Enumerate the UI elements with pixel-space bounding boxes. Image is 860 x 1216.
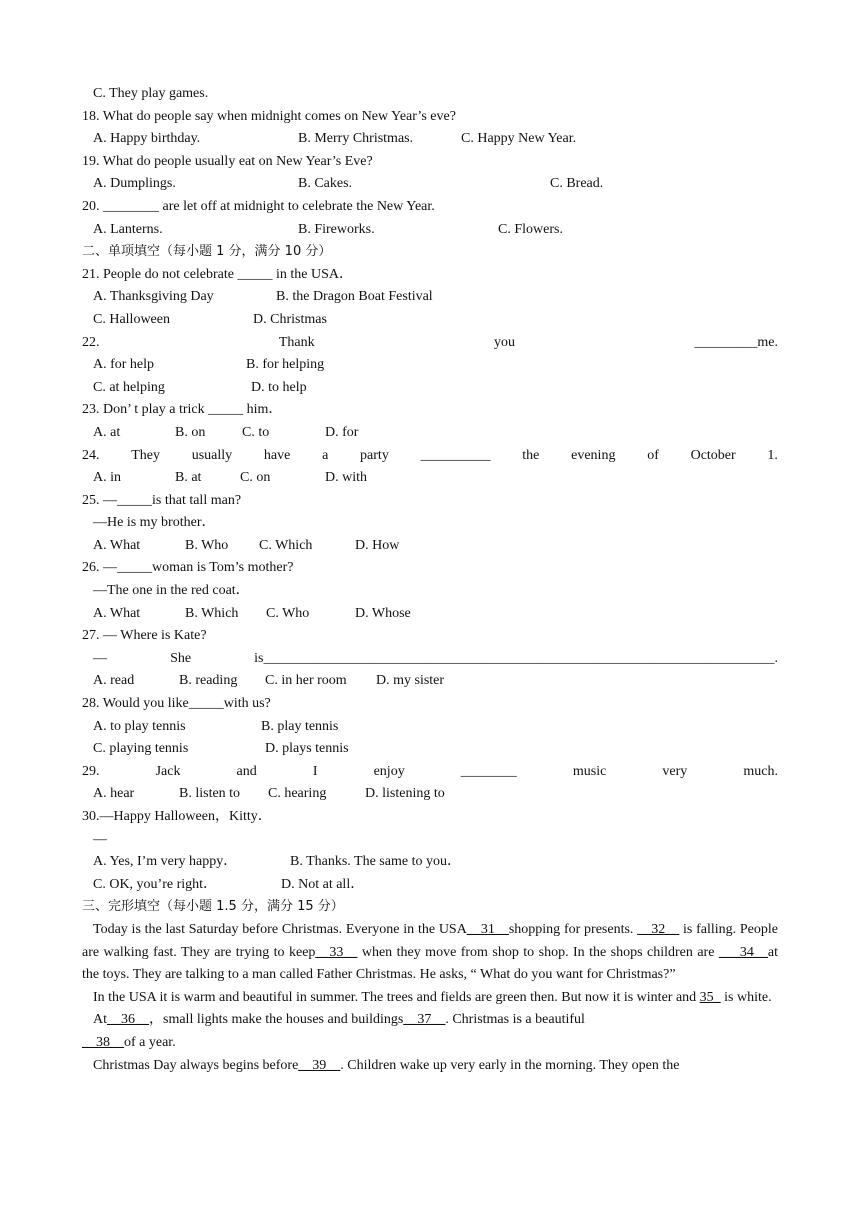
q30-option-a: A. Yes, I’m very happy． (93, 854, 238, 870)
q24-options (82, 467, 778, 490)
q24-word: the (522, 447, 540, 463)
q30-options-ab (82, 851, 778, 874)
q24-word: 1. (767, 447, 778, 463)
q18-options (82, 128, 778, 151)
q22-word: 22. (82, 334, 100, 350)
q29-option-b: B. listen to (179, 786, 241, 802)
cloze-text: shopping for presents. (508, 921, 638, 937)
q21-options-cd (82, 309, 778, 332)
q29-question (82, 761, 778, 784)
cloze-paragraph-4 (82, 1055, 778, 1078)
q22-question (82, 332, 778, 355)
q23-option-d: D. for (325, 424, 359, 440)
q27-question: 27. — Where is Kate? (82, 628, 207, 644)
q27-word: She (170, 650, 192, 666)
cloze-text: In the USA it is warm and beautiful in summer. The trees and fields are green then. But now it is winter and (93, 989, 700, 1005)
cloze-text: . Children wake up very early in the morning. They open the (340, 1057, 680, 1073)
q24-option-d: D. with (325, 470, 367, 486)
cloze-text: ，small lights make the houses and buildings (149, 1012, 404, 1028)
q28-options-ab (82, 716, 778, 739)
q29-option-a: A. hear (93, 786, 135, 802)
q27-option-a: A. read (93, 673, 135, 689)
cloze-text: Christmas Day always begins before (93, 1057, 299, 1073)
q21-option-b: B. the Dragon Boat Festival (276, 289, 433, 305)
q22-word: _________me. (694, 334, 778, 350)
cloze-text: at the toys. They are talking to a man called Father Christmas. He asks, “ What do you want for Christmas?” (82, 944, 778, 983)
q26-option-b: B. Which (185, 605, 239, 621)
q24-word: evening (571, 447, 616, 463)
cloze-blank-36: __36__ (107, 1012, 149, 1028)
q21-option-a: A. Thanksgiving Day (93, 289, 214, 305)
q24-word: October (690, 447, 736, 463)
q30-options-cd (82, 874, 778, 897)
q25-option-d: D. How (355, 537, 400, 553)
q24-word: 24. (82, 447, 100, 463)
q29-option-c: C. hearing (268, 786, 327, 802)
q24-word: of (647, 447, 659, 463)
q20-option-b: B. Fireworks. (298, 221, 375, 237)
q28-options-cd (82, 738, 778, 761)
q30-option-c: C. OK, you’re right． (93, 876, 218, 892)
q25-option-b: B. Who (185, 537, 229, 553)
q30-option-d: D. Not at all． (281, 876, 365, 892)
q28-option-c: C. playing tennis (93, 741, 189, 757)
cloze-text: is white. (720, 989, 772, 1005)
q20-option-a: A. Lanterns. (93, 221, 163, 237)
q19-question: 19. What do people usually eat on New Year’s Eve? (82, 153, 373, 169)
q27-response (82, 648, 778, 671)
q28-option-d: D. plays tennis (265, 741, 349, 757)
q24-option-c: C. on (240, 470, 271, 486)
cloze-blank-34: ___34__ (718, 944, 768, 960)
q29-word: and (236, 763, 257, 779)
q29-word: ________ (460, 763, 517, 779)
q26-question: 26. —_____woman is Tom’s mother? (82, 560, 294, 576)
cloze-text: Today is the last Saturday before Christmas. Everyone in the USA (93, 921, 467, 937)
q18-question: 18. What do people say when midnight comes on New Year’s eve? (82, 108, 456, 124)
q26-option-a: A. What (93, 605, 141, 621)
q26-response: —The one in the red coat． (93, 583, 250, 599)
q22-word: you (494, 334, 516, 350)
q23-option-c: C. to (242, 424, 270, 440)
q20-question: 20. ________ are let off at midnight to celebrate the New Year. (82, 198, 435, 214)
q29-word: enjoy (373, 763, 405, 779)
q21-options-ab (82, 286, 778, 309)
q24-option-b: B. at (175, 470, 202, 486)
cloze-blank-33: __33__ (315, 944, 358, 960)
q22-options-cd (82, 377, 778, 400)
q22-option-d: D. to help (251, 379, 307, 395)
q24-word: They (131, 447, 160, 463)
cloze-paragraph-3-cont (82, 1032, 778, 1055)
q28-option-b: B. play tennis (261, 718, 339, 734)
cloze-text: is falling. People are walking fast. They are trying to keep (82, 921, 778, 960)
q27-option-c: C. in her room (265, 673, 347, 689)
q24-word: __________ (420, 447, 491, 463)
cloze-paragraph-2 (82, 987, 778, 1010)
q22-option-b: B. for helping (246, 357, 325, 373)
q24-question (82, 445, 778, 468)
q29-word: 29. (82, 763, 100, 779)
q24-word: have (263, 447, 291, 463)
exam-page (82, 83, 778, 1077)
q18-option-b: B. Merry Christmas. (298, 131, 414, 147)
q27-word: — (93, 650, 107, 666)
cloze-text: when they move from shop to shop. In the shops children are (357, 944, 719, 960)
cloze-blank-32: __32__ (637, 921, 680, 937)
q21-option-d: D. Christmas (253, 311, 327, 327)
q27-option-d: D. my sister (376, 673, 445, 689)
q30-question: 30.—Happy Halloween，Kitty． (82, 809, 272, 824)
q26-option-c: C. Who (266, 605, 310, 621)
q29-word: very (662, 763, 688, 779)
q17-option-c: C. They play games. (93, 86, 209, 101)
q24-word: party (360, 447, 389, 463)
cloze-paragraph-1 (82, 919, 778, 987)
q20-options (82, 219, 778, 242)
q20-option-c: C. Flowers. (498, 221, 563, 237)
q22-options-ab (82, 354, 778, 377)
q24-word: a (322, 447, 329, 463)
q19-options (82, 173, 778, 196)
q21-question: 21. People do not celebrate _____ in the USA． (82, 266, 354, 282)
q26-option-d: D. Whose (355, 605, 411, 621)
q25-options (82, 535, 778, 558)
q22-option-c: C. at helping (93, 379, 165, 395)
cloze-text: of a year. (124, 1034, 176, 1050)
q30-option-b: B. Thanks. The same to you． (290, 854, 461, 870)
cloze-blank-38: __38__ (82, 1034, 124, 1050)
q24-word: usually (191, 447, 233, 463)
q29-word: music (572, 763, 607, 779)
q27-option-b: B. reading (179, 673, 238, 689)
q24-option-a: A. in (93, 470, 121, 486)
q25-question: 25. —_____is that tall man? (82, 492, 242, 508)
q19-option-c: C. Bread. (550, 176, 604, 192)
cloze-blank-37: __37__ (403, 1012, 446, 1028)
cloze-blank-31: __31__ (466, 921, 509, 937)
cloze-text: At (93, 1012, 107, 1028)
q26-options (82, 603, 778, 626)
q27-options (82, 670, 778, 693)
q29-word: much. (743, 763, 778, 779)
q29-options (82, 783, 778, 806)
q18-option-c: C. Happy New Year. (461, 131, 577, 147)
q27-word: is_________________________________________________________________________. (254, 650, 778, 666)
q30-response: — (93, 831, 107, 847)
cloze-blank-39: __39__ (298, 1057, 341, 1073)
cloze-paragraph-3 (82, 1009, 778, 1032)
q19-option-b: B. Cakes. (298, 176, 353, 192)
section-2-heading: 二、单项填空（每小题 1 分，满分 10 分） (82, 244, 332, 260)
cloze-text: . Christmas is a beautiful (445, 1012, 585, 1028)
q22-word: Thank (278, 334, 315, 350)
q28-option-a: A. to play tennis (93, 718, 186, 734)
q25-option-a: A. What (93, 537, 141, 553)
q25-option-c: C. Which (259, 537, 313, 553)
q23-option-a: A. at (93, 424, 121, 440)
q21-option-c: C. Halloween (93, 311, 170, 327)
section-3-heading: 三、完形填空（每小题 1.5 分，满分 15 分） (82, 899, 344, 915)
q19-option-a: A. Dumplings. (93, 176, 176, 192)
cloze-blank-35: 35_ (699, 989, 721, 1005)
q23-options (82, 422, 778, 445)
q29-option-d: D. listening to (365, 786, 445, 802)
q23-question: 23. Don’ t play a trick _____ him． (82, 402, 283, 418)
q25-response: —He is my brother． (93, 515, 216, 531)
q29-word: I (312, 763, 318, 779)
q29-word: Jack (155, 763, 181, 779)
q28-question: 28. Would you like_____with us? (82, 696, 271, 712)
q18-option-a: A. Happy birthday. (93, 131, 201, 147)
q23-option-b: B. on (175, 424, 206, 440)
q22-option-a: A. for help (93, 357, 155, 373)
